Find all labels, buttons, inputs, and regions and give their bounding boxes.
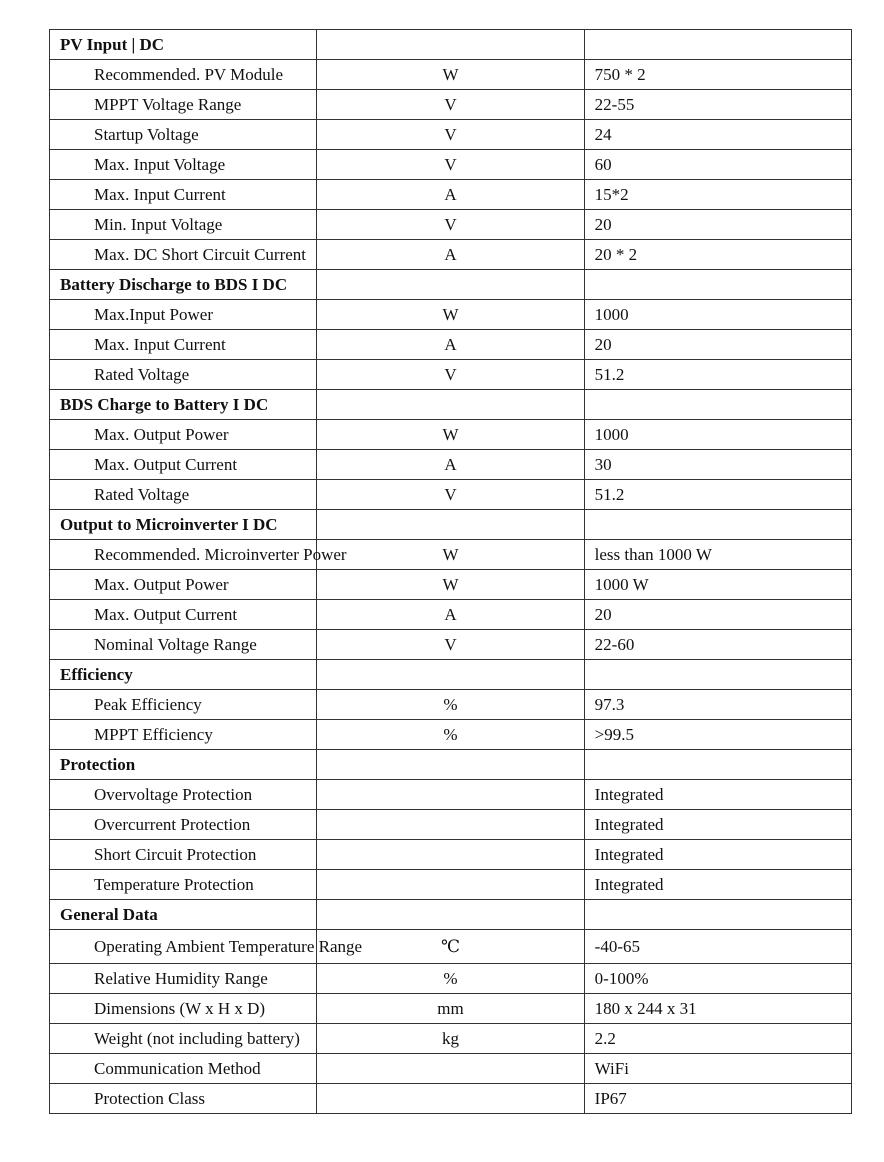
section-title: Battery Discharge to BDS I DC xyxy=(50,270,317,300)
table-row xyxy=(50,870,852,900)
spec-table-body xyxy=(50,30,852,1114)
section-title: Output to Microinverter I DC xyxy=(50,510,317,540)
table-row xyxy=(50,1054,852,1084)
param-unit: W xyxy=(317,60,584,90)
section-header-row xyxy=(50,750,852,780)
section-unit-cell xyxy=(317,390,584,420)
param-unit: ℃ xyxy=(317,930,584,964)
param-name: MPPT Voltage Range xyxy=(50,90,317,120)
section-title: Efficiency xyxy=(50,660,317,690)
param-name: Overcurrent Protection xyxy=(50,810,317,840)
param-unit: W xyxy=(317,570,584,600)
table-row xyxy=(50,90,852,120)
param-name: Max. Output Current xyxy=(50,450,317,480)
param-unit: kg xyxy=(317,1024,584,1054)
param-value: 22-55 xyxy=(584,90,851,120)
param-unit xyxy=(317,810,584,840)
section-unit-cell xyxy=(317,750,584,780)
param-value: WiFi xyxy=(584,1054,851,1084)
section-value-cell xyxy=(584,750,851,780)
param-name: Max. DC Short Circuit Current xyxy=(50,240,317,270)
param-name: Dimensions (W x H x D) xyxy=(50,994,317,1024)
param-unit xyxy=(317,1084,584,1114)
section-header-row xyxy=(50,510,852,540)
param-value: 60 xyxy=(584,150,851,180)
param-name: Max.Input Power xyxy=(50,300,317,330)
section-header-row xyxy=(50,270,852,300)
table-row xyxy=(50,1084,852,1114)
param-unit: V xyxy=(317,210,584,240)
param-name: Min. Input Voltage xyxy=(50,210,317,240)
section-value-cell xyxy=(584,390,851,420)
table-row xyxy=(50,930,852,964)
param-value: 1000 xyxy=(584,300,851,330)
param-name: Operating Ambient Temperature Range xyxy=(50,930,317,964)
table-row xyxy=(50,150,852,180)
param-name: Recommended. PV Module xyxy=(50,60,317,90)
param-name: Max. Output Power xyxy=(50,420,317,450)
param-unit xyxy=(317,780,584,810)
table-row xyxy=(50,600,852,630)
param-value: less than 1000 W xyxy=(584,540,851,570)
param-value: 1000 xyxy=(584,420,851,450)
param-unit: % xyxy=(317,720,584,750)
section-value-cell xyxy=(584,30,851,60)
param-name: Temperature Protection xyxy=(50,870,317,900)
table-row xyxy=(50,450,852,480)
table-row xyxy=(50,1024,852,1054)
table-row xyxy=(50,180,852,210)
section-unit-cell xyxy=(317,510,584,540)
table-row xyxy=(50,330,852,360)
table-row xyxy=(50,480,852,510)
param-name: Protection Class xyxy=(50,1084,317,1114)
table-row xyxy=(50,720,852,750)
param-unit: V xyxy=(317,90,584,120)
section-header-row xyxy=(50,660,852,690)
param-name: Startup Voltage xyxy=(50,120,317,150)
param-value: 180 x 244 x 31 xyxy=(584,994,851,1024)
param-name: Rated Voltage xyxy=(50,480,317,510)
table-row xyxy=(50,570,852,600)
table-row xyxy=(50,420,852,450)
table-row xyxy=(50,300,852,330)
table-row xyxy=(50,840,852,870)
param-value: 51.2 xyxy=(584,480,851,510)
param-unit: W xyxy=(317,420,584,450)
param-name: Max. Output Current xyxy=(50,600,317,630)
param-value: Integrated xyxy=(584,870,851,900)
param-unit: W xyxy=(317,300,584,330)
param-unit: A xyxy=(317,330,584,360)
section-header-row xyxy=(50,30,852,60)
param-value: Integrated xyxy=(584,840,851,870)
section-unit-cell xyxy=(317,270,584,300)
section-header-row xyxy=(50,390,852,420)
param-unit xyxy=(317,1054,584,1084)
table-row xyxy=(50,210,852,240)
param-unit xyxy=(317,870,584,900)
param-unit: % xyxy=(317,690,584,720)
param-name: Recommended. Microinverter Power xyxy=(50,540,317,570)
param-name: Peak Efficiency xyxy=(50,690,317,720)
section-unit-cell xyxy=(317,900,584,930)
section-value-cell xyxy=(584,900,851,930)
param-value: 15*2 xyxy=(584,180,851,210)
table-row xyxy=(50,120,852,150)
param-value: 30 xyxy=(584,450,851,480)
param-value: 2.2 xyxy=(584,1024,851,1054)
param-value: 0-100% xyxy=(584,964,851,994)
spec-table xyxy=(49,29,852,1114)
section-title: General Data xyxy=(50,900,317,930)
table-row xyxy=(50,540,852,570)
param-unit: % xyxy=(317,964,584,994)
param-name: Max. Input Current xyxy=(50,180,317,210)
section-value-cell xyxy=(584,660,851,690)
table-row xyxy=(50,994,852,1024)
param-name: Max. Output Power xyxy=(50,570,317,600)
param-unit: V xyxy=(317,120,584,150)
param-unit: mm xyxy=(317,994,584,1024)
section-value-cell xyxy=(584,270,851,300)
section-title: Protection xyxy=(50,750,317,780)
param-name: Overvoltage Protection xyxy=(50,780,317,810)
param-value: 51.2 xyxy=(584,360,851,390)
param-unit: V xyxy=(317,360,584,390)
table-row xyxy=(50,630,852,660)
param-value: >99.5 xyxy=(584,720,851,750)
param-unit: A xyxy=(317,180,584,210)
param-value: Integrated xyxy=(584,780,851,810)
param-value: -40-65 xyxy=(584,930,851,964)
table-row xyxy=(50,360,852,390)
param-name: Short Circuit Protection xyxy=(50,840,317,870)
param-value: 1000 W xyxy=(584,570,851,600)
param-unit: W xyxy=(317,540,584,570)
param-name: Communication Method xyxy=(50,1054,317,1084)
param-value: IP67 xyxy=(584,1084,851,1114)
param-value: 20 xyxy=(584,330,851,360)
param-unit xyxy=(317,840,584,870)
param-value: 24 xyxy=(584,120,851,150)
param-unit: V xyxy=(317,480,584,510)
param-value: Integrated xyxy=(584,810,851,840)
table-row xyxy=(50,690,852,720)
param-unit: V xyxy=(317,150,584,180)
param-unit: A xyxy=(317,600,584,630)
table-row xyxy=(50,780,852,810)
param-value: 20 * 2 xyxy=(584,240,851,270)
param-name: Rated Voltage xyxy=(50,360,317,390)
param-value: 97.3 xyxy=(584,690,851,720)
table-row xyxy=(50,60,852,90)
param-unit: A xyxy=(317,450,584,480)
param-value: 20 xyxy=(584,600,851,630)
table-row xyxy=(50,240,852,270)
param-name: Weight (not including battery) xyxy=(50,1024,317,1054)
param-unit: A xyxy=(317,240,584,270)
section-header-row xyxy=(50,900,852,930)
param-value: 22-60 xyxy=(584,630,851,660)
param-value: 750 * 2 xyxy=(584,60,851,90)
param-unit: V xyxy=(317,630,584,660)
param-value: 20 xyxy=(584,210,851,240)
table-row xyxy=(50,810,852,840)
section-unit-cell xyxy=(317,660,584,690)
section-title: BDS Charge to Battery I DC xyxy=(50,390,317,420)
param-name: Relative Humidity Range xyxy=(50,964,317,994)
param-name: MPPT Efficiency xyxy=(50,720,317,750)
param-name: Max. Input Voltage xyxy=(50,150,317,180)
section-unit-cell xyxy=(317,30,584,60)
table-row xyxy=(50,964,852,994)
section-title: PV Input | DC xyxy=(50,30,317,60)
param-name: Nominal Voltage Range xyxy=(50,630,317,660)
param-name: Max. Input Current xyxy=(50,330,317,360)
section-value-cell xyxy=(584,510,851,540)
